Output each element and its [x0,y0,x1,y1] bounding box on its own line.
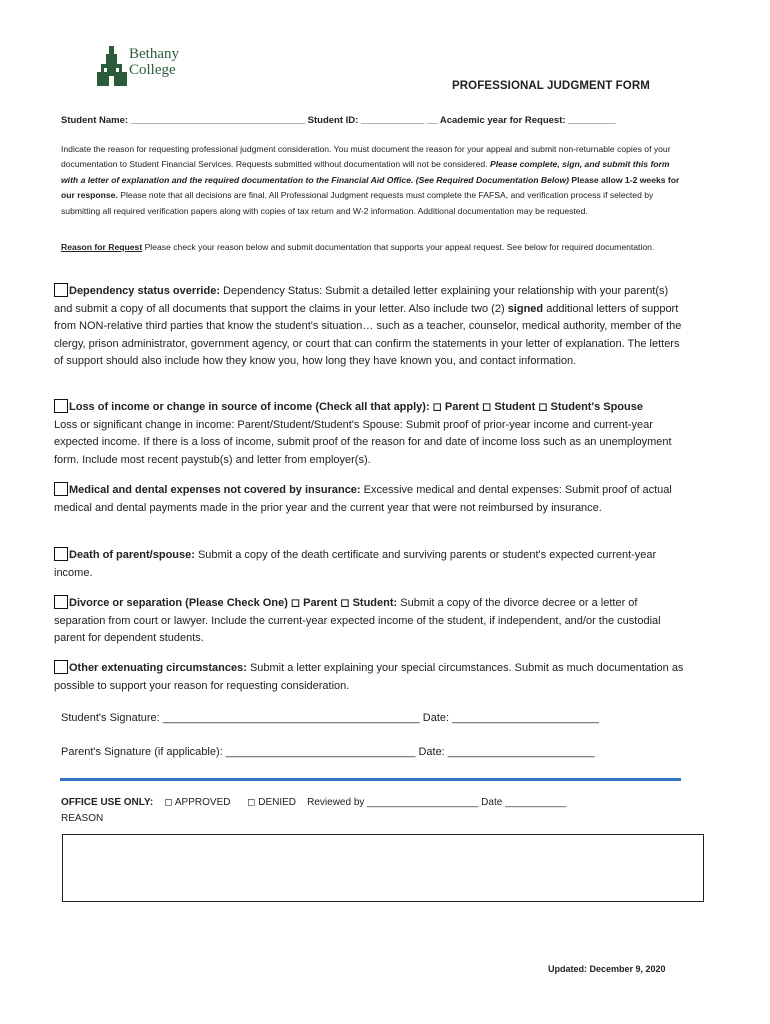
college-logo [95,44,195,94]
divorce-checkbox[interactable] [54,595,68,609]
section-medical [54,482,686,517]
loss-of-income-checkbox[interactable] [54,399,68,413]
dependency-checkbox[interactable] [54,283,68,297]
section-bold-text: signed [507,302,544,315]
logo-wordmark [129,46,179,78]
section-text: Submit a letter explaining your special circumstances. Submit as much documentation as possible to support your reason for requesting consideration. [54,662,684,692]
logo-line2: College [129,62,176,78]
section-divorce [54,595,686,648]
reviewed-by-line: Reviewed by ____________________ Date ___________ [307,797,567,808]
section-other [54,660,686,695]
logo-line1: Bethany [129,46,179,62]
reason-request-text: Please check your reason below and submit documentation that supports your appeal request. See below for required documentation. [142,242,655,252]
intro-bold-text-2: Please allow 1-2 weeks for our response. [61,174,680,201]
intro-text: Indicate the reason for requesting professional judgment consideration. You must document the reason for your appeal and submit non-returnable copies of your documentation to Student Financial Services. Requests submitted without documentation will not be considered. [61,144,671,170]
section-text: Dependency Status: Submit a detailed letter explaining your relationship with your parent(s) and submit a copy of all documents that support the claims in your letter. Also include two (2) [54,285,669,315]
intro-paragraph [61,142,685,219]
form-title: PROFESSIONAL JUDGMENT FORM [452,80,650,92]
other-checkbox[interactable] [54,660,68,674]
section-heading: Dependency status override: [69,285,220,297]
death-checkbox[interactable] [54,547,68,561]
denied-option[interactable]: ◻ DENIED [247,797,297,808]
intro-bold-text: Please complete, sign, and submit this form with a letter of explanation and the required documentation to the Financial Aid Office. (See Required Documentation Below) [61,159,670,185]
student-signature-line[interactable]: Student's Signature: __________________________________________ Date: ________________________ [61,712,599,724]
section-dependency [54,283,686,371]
updated-date: Updated: December 9, 2020 [548,964,666,974]
section-heading: Medical and dental expenses not covered by insurance: [69,484,361,496]
office-reason-label: REASON [61,813,104,824]
college-tower-icon [95,44,129,90]
section-divider [60,778,681,781]
student-info-line: Student Name: _________________________________ Student ID: ____________ __ Academic year for Request: _________ [61,115,616,126]
section-text: Submit a copy of the death certificate and surviving parents or student's expected current-year income. [54,549,657,579]
section-death [54,547,686,582]
approved-option[interactable]: ◻ APPROVED [164,797,231,808]
intro-text-end: Please note that all decisions are final. All Professional Judgment requests must complete the FAFSA, and verification process if selected by submitting all required verification papers along with copies of tax return and W-2 information. Additional documentation may be requested. [61,190,654,216]
section-text: Loss or significant change in income: Parent/Student/Student's Spouse: Submit proof of prior-year income and current-year expected income. If there is a loss of income, submit proof of the reason for and date of income loss such as an unemployment form. Include most recent paystub(s) and letter from employer(s). [54,418,672,466]
section-text-2: additional letters of support from NON-relative third parties that know the student's situation… such as a teacher, counselor, medical authority, member of the clergy, prison administrator, government agency, or court that can confirm the statements in your letter of explanation. The letters of support should also include how they know you, how long they have known you, and contact information. [54,302,682,367]
section-text: Submit a copy of the divorce decree or a letter of separation from court or lawyer. Include the current-year expected income of the student, if independent, and/or the custodial parent for dependent students. [54,597,661,644]
office-reason-box[interactable] [62,834,704,902]
section-loss-of-income [54,399,686,469]
parent-signature-line[interactable]: Parent's Signature (if applicable): _______________________________ Date: ________________________ [61,746,595,758]
office-use-label: OFFICE USE ONLY: [61,797,154,808]
section-heading: Loss of income or change in source of income (Check all that apply): ◻ Parent ◻ Student ◻ Student's Spouse [69,401,643,413]
medical-checkbox[interactable] [54,482,68,496]
section-heading: Death of parent/spouse: [69,549,195,561]
reason-request-label: Reason for Request [61,242,143,252]
reason-request-paragraph [61,240,685,255]
section-text: Excessive medical and dental expenses: Submit proof of actual medical and dental payments made in the prior year and the current year that were not reimbursed by insurance. [54,484,672,514]
section-heading: Other extenuating circumstances: [69,662,247,674]
office-use-row [61,797,566,808]
section-heading: Divorce or separation (Please Check One) ◻ Parent ◻ Student: [69,597,398,609]
